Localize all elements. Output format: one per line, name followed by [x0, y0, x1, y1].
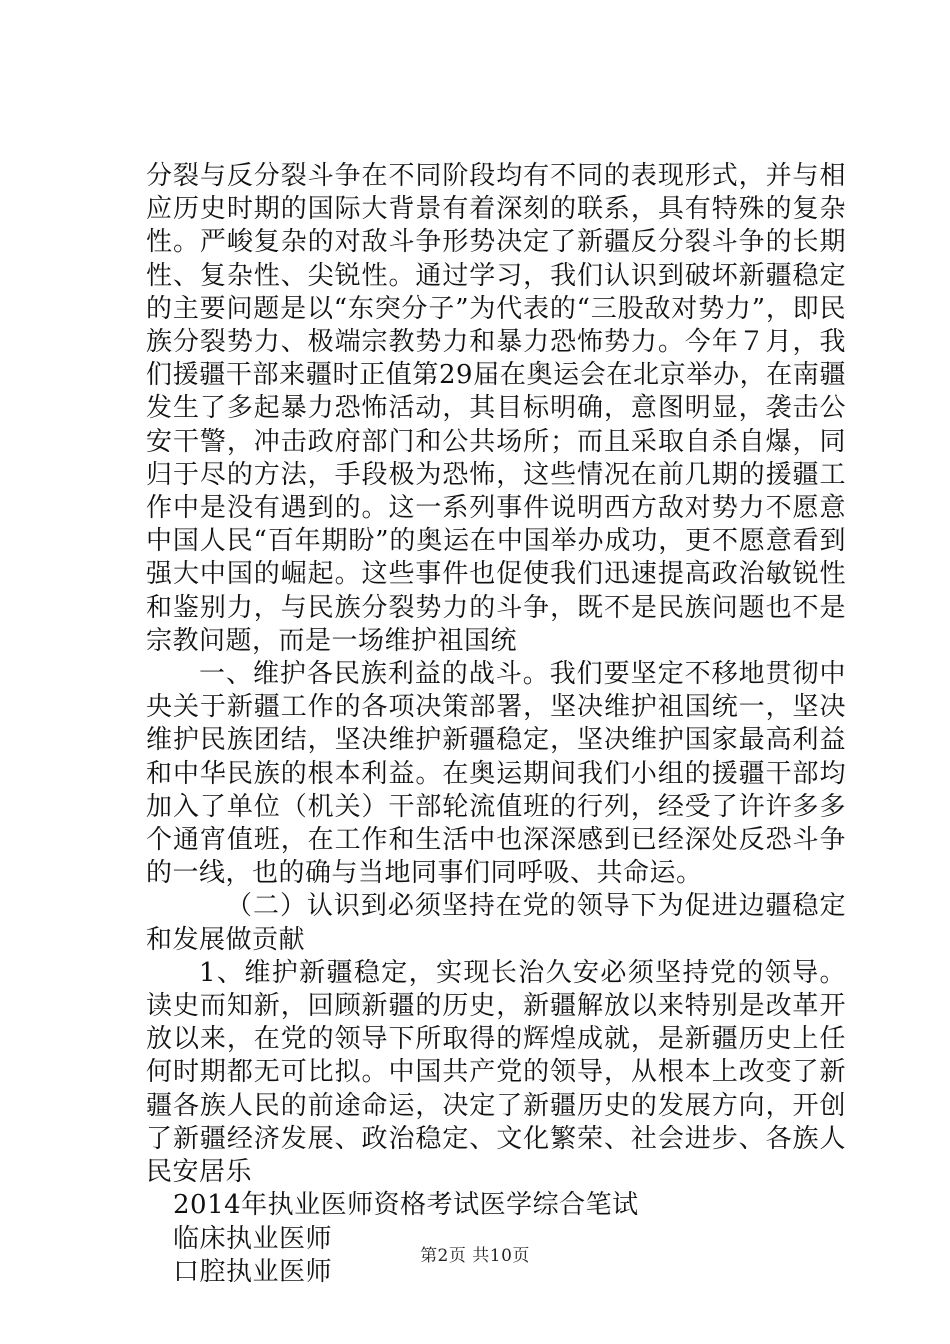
body-paragraph-3: 1、维护新疆稳定，实现长治久安必须坚持党的领导。读史而知新，回顾新疆的历史，新疆解放以来特别是改革开放以来，在党的领导下所取得的辉煌成就，是新疆历史上任何时期都无可比拟。中国共产党的领导，从根本上改变了新疆各族人民的前途命运，决定了新疆历史的发展方向，开创了新疆经济发展、政治稳定、文化繁荣、社会进步、各族人民安居乐	[146, 957, 846, 1188]
document-body	[146, 160, 846, 1289]
page-number-footer: 第2页 共10页	[420, 1246, 530, 1266]
exam-category-dental: 口腔执业医师	[173, 1256, 333, 1287]
body-paragraph-1: 分裂与反分裂斗争在不同阶段均有不同的表现形式，并与相应历史时期的国际大背景有着深刻的联系，具有特殊的复杂性。严峻复杂的对敌斗争形势决定了新疆反分裂斗争的长期性、复杂性、尖锐性。通过学习，我们认识到破坏新疆稳定的主要问题是以“东突分子”为代表的“三股敌对势力”，即民族分裂势力、极端宗教势力和暴力恐怖势力。今年７月，我们援疆干部来疆时正值第29届在奥运会在北京举办，在南疆发生了多起暴力恐怖活动，其目标明确，意图明显，袭击公安干警，冲击政府部门和公共场所；而且采取自杀自爆，同归于尽的方法，手段极为恐怖，这些情况在前几期的援疆工作中是没有遇到的。这一系列事件说明西方敌对势力不愿意中国人民“百年期盼”的奥运在中国举办成功，更不愿意看到强大中国的崛起。这些事件也促使我们迅速提高政治敏锐性和鉴别力，与民族分裂势力的斗争，既不是民族问题也不是宗教问题，而是一场维护祖国统	[146, 161, 846, 656]
section-heading-2: （二）认识到必须坚持在党的领导下为促进边疆稳定和发展做贡献	[146, 891, 846, 955]
body-paragraph-2: 一、维护各民族利益的战斗。我们要坚定不移地贯彻中央关于新疆工作的各项决策部署，坚决维护祖国统一，坚决维护民族团结，坚决维护新疆稳定，坚决维护国家最高利益和中华民族的根本利益。在奥运期间我们小组的援疆干部均加入了单位（机关）干部轮流值班的行列，经受了许许多多个通宵值班，在工作和生活中也深深感到已经深处反恐斗争的一线，也的确与当地同事们同呼吸、共命运。	[146, 659, 846, 889]
exam-category-clinical: 临床执业医师	[173, 1223, 333, 1254]
exam-title-line: 2014年执业医师资格考试医学综合笔试	[173, 1190, 639, 1221]
